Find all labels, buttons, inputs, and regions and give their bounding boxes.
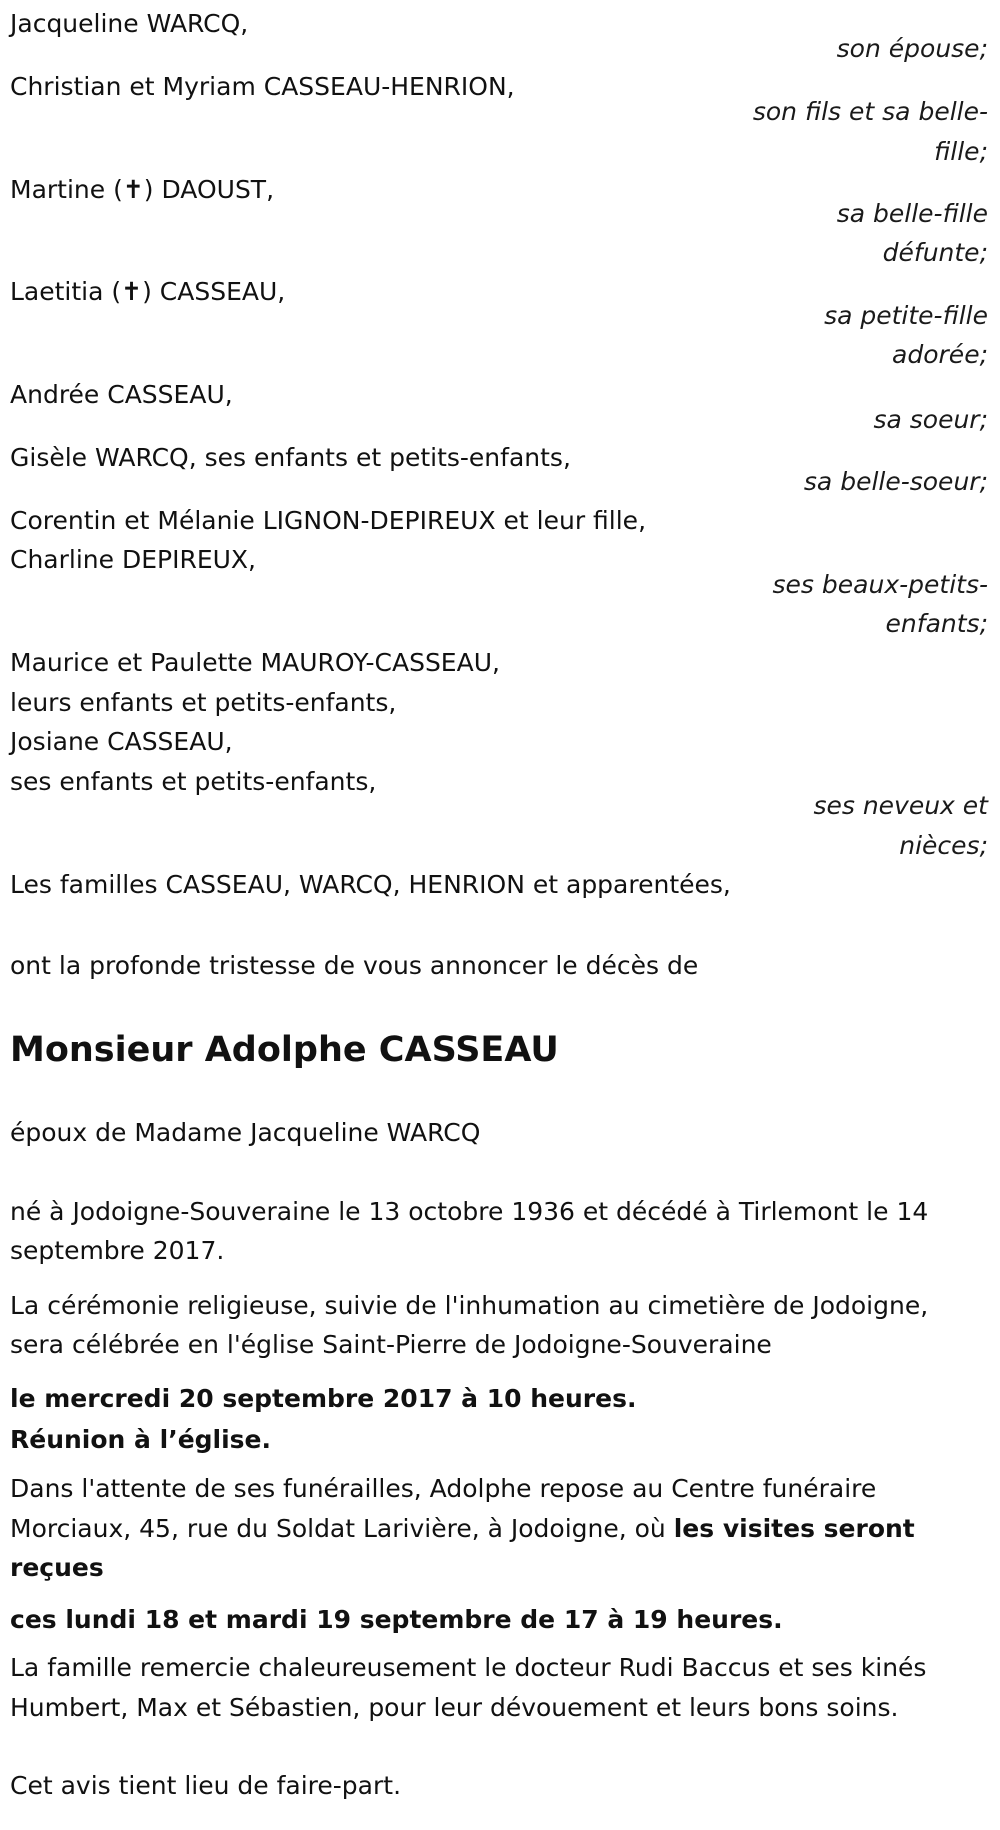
family-relation: ses neveux et (813, 791, 988, 820)
birth-death-text: septembre 2017. (10, 1236, 225, 1265)
thanks-text: La famille remercie chaleureusement le docteur Rudi Baccus et ses kinés (10, 1653, 927, 1682)
family-relation: adorée; (892, 340, 988, 369)
family-relation: enfants; (885, 609, 988, 638)
visits-text-plain: Morciaux, 45, rue du Soldat Larivière, à Jodoigne, où (10, 1514, 674, 1543)
visits-text: Dans l'attente de ses funérailles, Adolphe repose au Centre funéraire (10, 1474, 877, 1503)
family-relation: défunte; (882, 238, 988, 267)
family-name: ses enfants et petits-enfants, (10, 767, 377, 796)
family-relation: son fils et sa belle- (752, 97, 988, 126)
family-relation: son épouse; (836, 34, 988, 63)
visits-text-bold: les visites seront (673, 1514, 915, 1543)
family-name: leurs enfants et petits-enfants, (10, 688, 397, 717)
family-name: Josiane CASSEAU, (10, 727, 233, 756)
family-name: Charline DEPIREUX, (10, 545, 256, 574)
visits-schedule: ces lundi 18 et mardi 19 septembre de 17 à 19 heures. (10, 1605, 783, 1634)
family-name: Jacqueline WARCQ, (10, 9, 249, 38)
meeting-place: Réunion à l’église. (10, 1425, 272, 1454)
family-name: Maurice et Paulette MAUROY-CASSEAU, (10, 648, 500, 677)
family-relation: nièces; (899, 831, 988, 860)
family-name: Christian et Myriam CASSEAU-HENRION, (10, 72, 515, 101)
family-relation: sa belle-fille (836, 199, 988, 228)
family-relation: fille; (934, 137, 988, 166)
family-name: Corentin et Mélanie LIGNON-DEPIREUX et leur fille, (10, 506, 647, 535)
deceased-name: Monsieur Adolphe CASSEAU (10, 1030, 559, 1070)
family-name: Laetitia (✝) CASSEAU, (10, 277, 286, 306)
ceremony-text: sera célébrée en l'église Saint-Pierre de Jodoigne-Souveraine (10, 1330, 772, 1359)
family-relation: sa belle-soeur; (803, 467, 988, 496)
visits-text-bold: reçues (10, 1553, 104, 1582)
announcement-text: ont la profonde tristesse de vous annoncer le décès de (10, 951, 699, 980)
family-relation: sa soeur; (873, 405, 988, 434)
family-name: Gisèle WARCQ, ses enfants et petits-enfants, (10, 443, 571, 472)
thanks-text: Humbert, Max et Sébastien, pour leur dévouement et leurs bons soins. (10, 1693, 899, 1722)
ceremony-text: La cérémonie religieuse, suivie de l'inhumation au cimetière de Jodoigne, (10, 1291, 929, 1320)
visits-text (10, 1509, 915, 1549)
family-name: Andrée CASSEAU, (10, 380, 233, 409)
closing-text: Cet avis tient lieu de faire-part. (10, 1771, 402, 1800)
family-name: Martine (✝) DAOUST, (10, 175, 275, 204)
ceremony-date: le mercredi 20 septembre 2017 à 10 heures. (10, 1384, 637, 1413)
family-relation: sa petite-fille (824, 301, 988, 330)
birth-death-text: né à Jodoigne-Souveraine le 13 octobre 1936 et décédé à Tirlemont le 14 (10, 1197, 929, 1226)
spouse-text: époux de Madame Jacqueline WARCQ (10, 1118, 481, 1147)
family-relation: ses beaux-petits- (772, 570, 988, 599)
family-name: Les familles CASSEAU, WARCQ, HENRION et apparentées, (10, 870, 731, 899)
